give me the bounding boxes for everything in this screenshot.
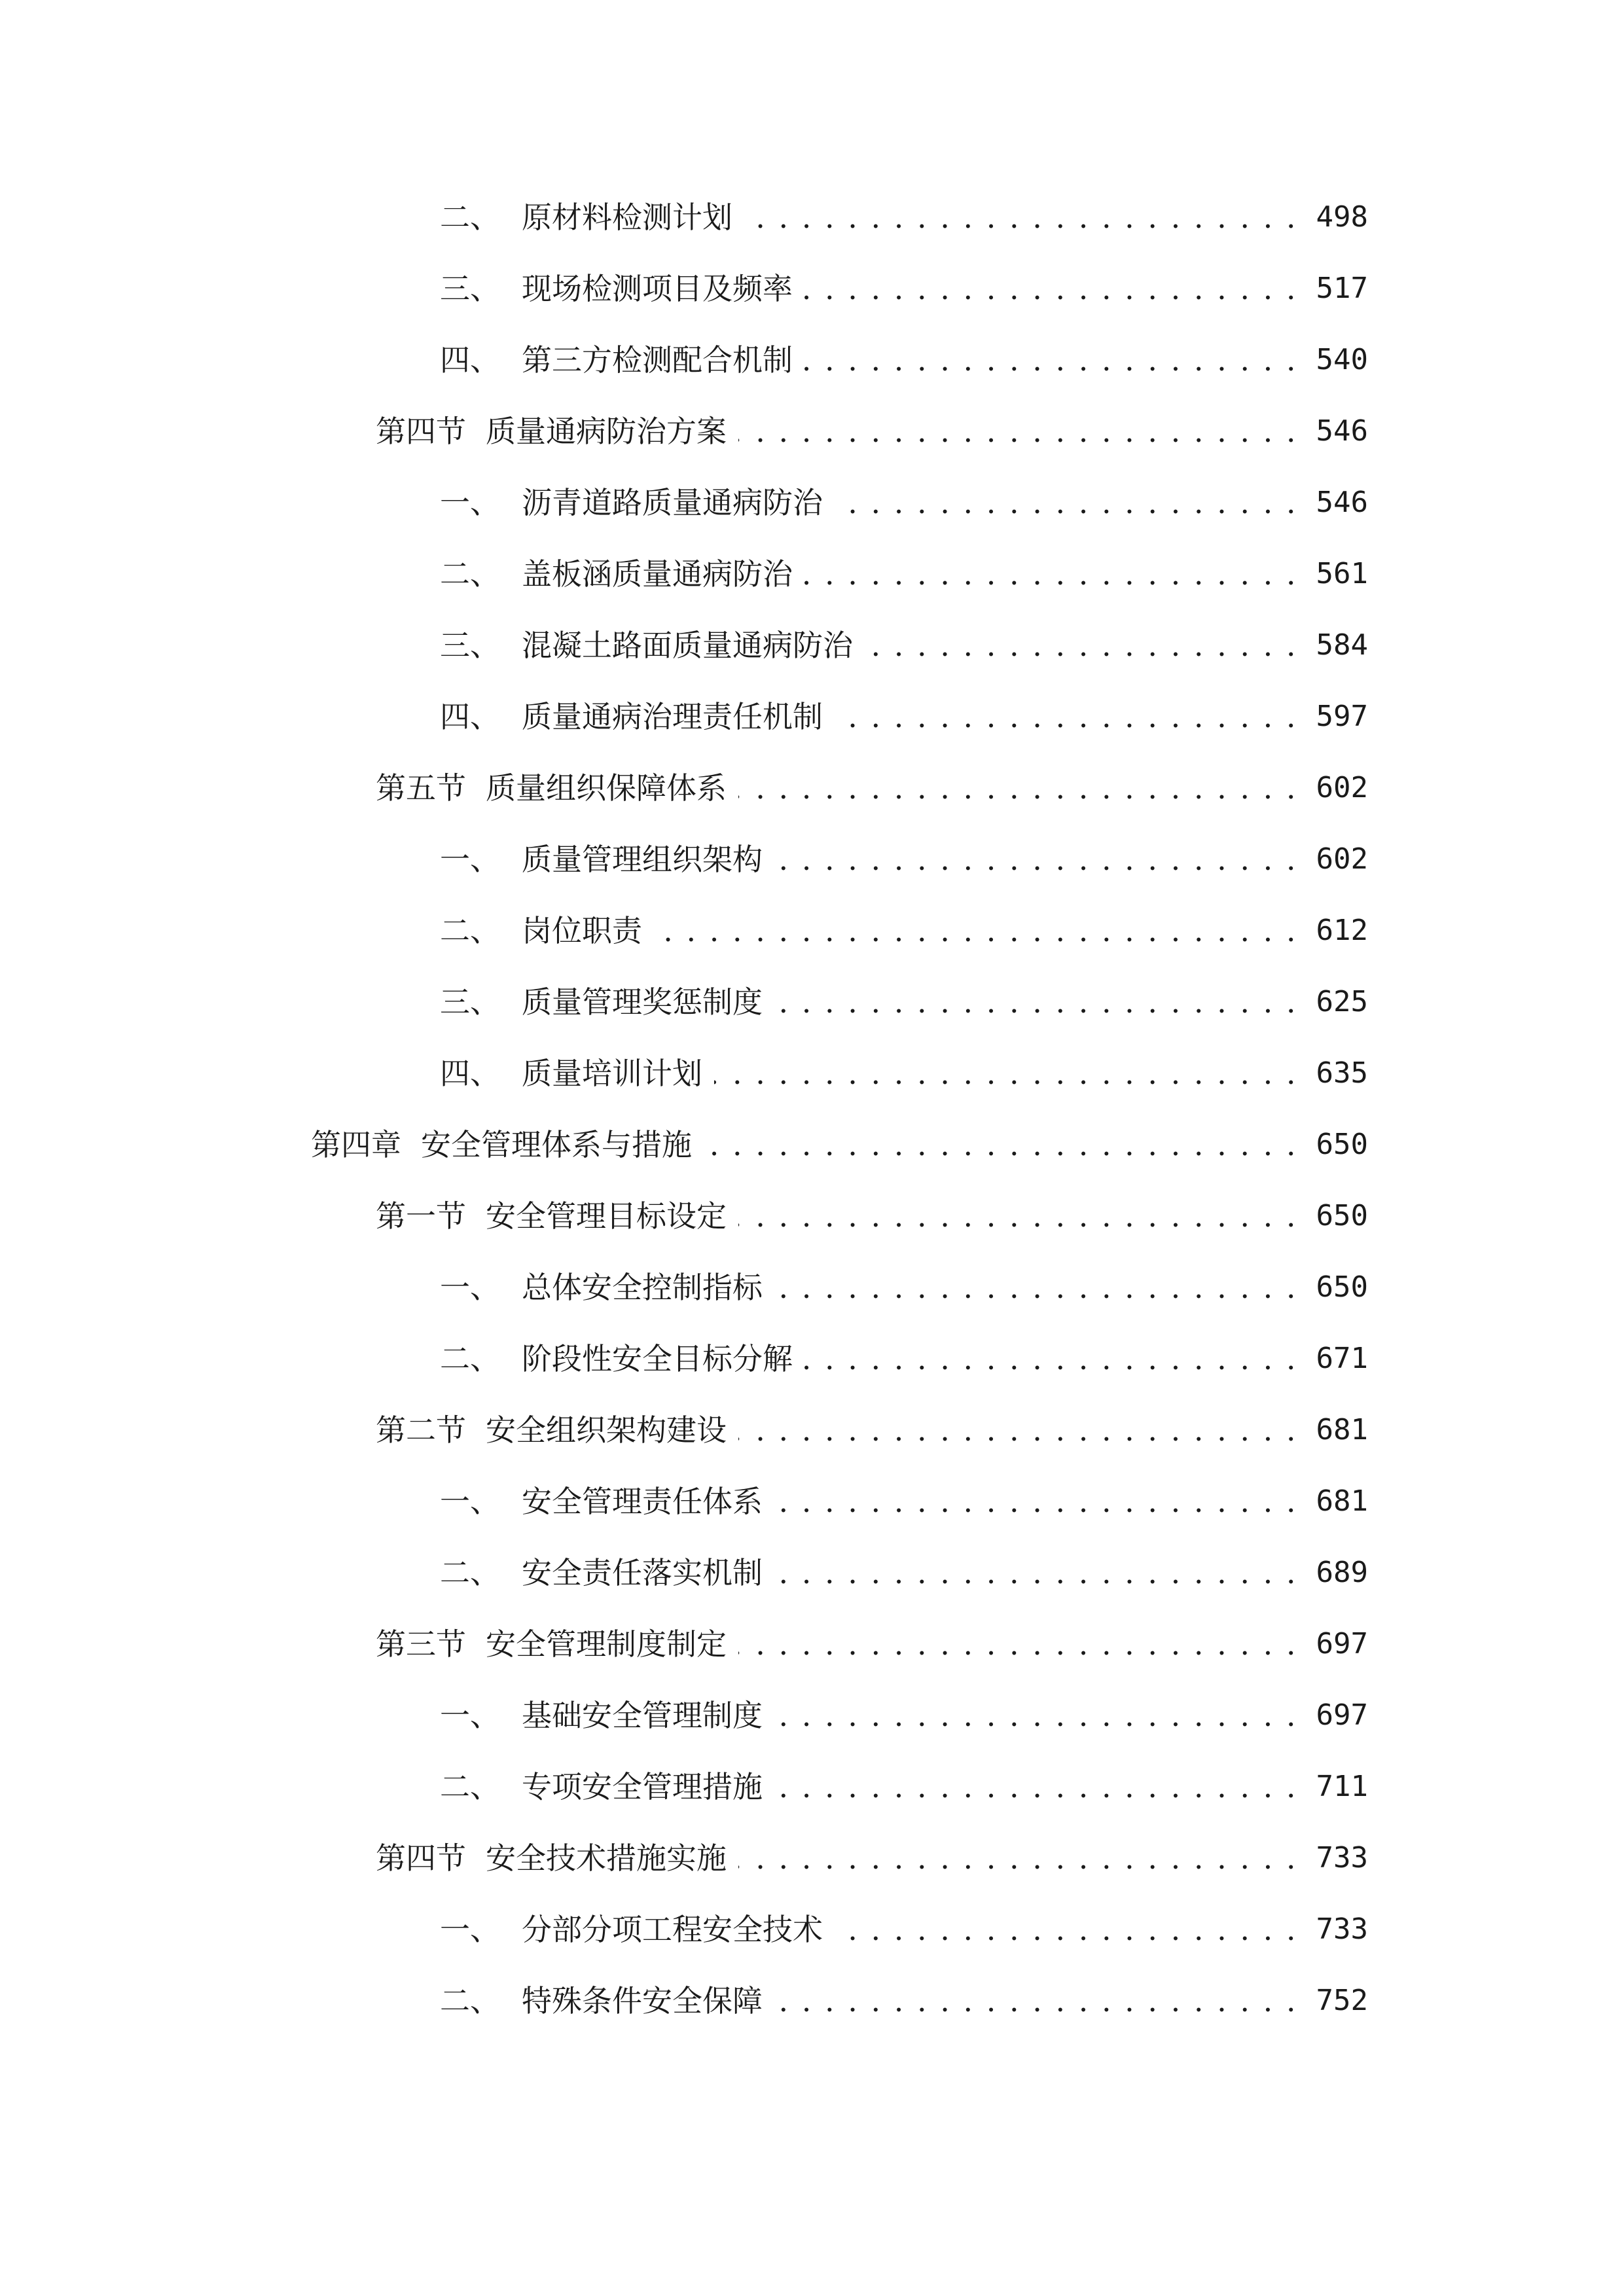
toc-entry-label [311, 1115, 704, 1174]
toc-entry-page: 498 [1316, 200, 1368, 234]
toc-entry-page: 650 [1316, 1270, 1368, 1304]
toc-entry-label [440, 545, 804, 603]
toc-entry-page: 602 [1316, 842, 1368, 876]
toc-entry-label [440, 1543, 774, 1602]
toc-entry-title: 专项安全管理措施 [522, 1769, 763, 1804]
dot-leader [774, 1686, 1298, 1745]
toc-entry-page: 733 [1316, 1912, 1368, 1946]
toc-entry-number: 一、 [440, 1270, 500, 1305]
toc-entry-title: 现场检测项目及频率 [522, 271, 793, 306]
toc-entry-number: 一、 [440, 485, 500, 520]
toc-entry-label [440, 473, 835, 532]
dot-leader [774, 1971, 1298, 2030]
toc-entry-label [440, 1971, 774, 2030]
dot-leader [804, 331, 1298, 389]
dot-leader [774, 830, 1298, 889]
toc-entry[interactable] [376, 1615, 1368, 1674]
dot-leader [804, 545, 1298, 603]
toc-entry-page: 597 [1316, 700, 1368, 733]
toc-entry-number: 第一节 [376, 1198, 466, 1234]
toc-entry[interactable] [440, 331, 1368, 389]
dot-leader [835, 1900, 1298, 1959]
toc-entry-title: 总体安全控制指标 [522, 1270, 763, 1305]
toc-entry[interactable] [440, 687, 1368, 746]
toc-entry-number: 第四节 [376, 1840, 466, 1876]
toc-entry-number: 四、 [440, 699, 500, 734]
toc-entry-label [440, 188, 744, 247]
toc-entry-page: 697 [1316, 1627, 1368, 1660]
toc-entry-page: 752 [1316, 1984, 1368, 2017]
dot-leader [738, 402, 1298, 461]
dot-leader [835, 473, 1298, 532]
toc-entry-page: 689 [1316, 1556, 1368, 1589]
toc-entry[interactable] [440, 473, 1368, 532]
toc-entry-label [440, 259, 804, 318]
toc-entry[interactable] [440, 616, 1368, 675]
dot-leader [774, 1543, 1298, 1602]
toc-entry[interactable] [440, 545, 1368, 603]
toc-entry-page: 517 [1316, 272, 1368, 305]
dot-leader [804, 259, 1298, 318]
toc-entry-label [376, 759, 738, 817]
toc-entry-title: 原材料检测计划 [522, 200, 732, 235]
toc-entry-title: 岗位职责 [522, 913, 642, 948]
toc-entry-number: 第四章 [311, 1127, 401, 1162]
toc-entry-number: 二、 [440, 200, 500, 235]
toc-entry-label [376, 1187, 738, 1246]
toc-entry-title: 安全管理责任体系 [522, 1484, 763, 1519]
toc-entry-label [440, 687, 835, 746]
toc-entry-label [440, 616, 865, 675]
toc-entry[interactable] [440, 1472, 1368, 1531]
toc-entry-number: 四、 [440, 342, 500, 378]
dot-leader [835, 687, 1298, 746]
toc-entry-number: 一、 [440, 1698, 500, 1733]
dot-leader [774, 1757, 1298, 1816]
toc-entry-page: 733 [1316, 1841, 1368, 1874]
toc-entry-number: 第三节 [376, 1626, 466, 1662]
toc-entry[interactable] [440, 1757, 1368, 1816]
dot-leader [738, 1187, 1298, 1246]
dot-leader [714, 1044, 1298, 1103]
dot-leader [774, 1472, 1298, 1531]
toc-entry-title: 质量培训计划 [522, 1056, 702, 1091]
toc-entry-number: 第五节 [376, 770, 466, 806]
toc-entry-number: 二、 [440, 913, 500, 948]
toc-entry-title: 第三方检测配合机制 [522, 342, 793, 378]
toc-entry-title: 质量组织保障体系 [486, 770, 727, 806]
toc-entry[interactable] [376, 402, 1368, 461]
toc-entry-page: 561 [1316, 557, 1368, 590]
toc-entry[interactable] [440, 1044, 1368, 1103]
toc-entry-page: 697 [1316, 1698, 1368, 1732]
dot-leader [704, 1115, 1298, 1174]
toc-entry-label [440, 1044, 714, 1103]
toc-entry-label [376, 1829, 738, 1888]
toc-entry-number: 第二节 [376, 1412, 466, 1448]
toc-entry-number: 三、 [440, 271, 500, 306]
dot-leader [738, 1401, 1298, 1460]
toc-entry-title: 质量管理奖惩制度 [522, 984, 763, 1020]
toc-entry-page: 584 [1316, 628, 1368, 662]
toc-entry-title: 安全管理制度制定 [486, 1626, 727, 1662]
toc-entry-number: 四、 [440, 1056, 500, 1091]
toc-entry-label [376, 1615, 738, 1674]
toc-entry-page: 650 [1316, 1128, 1368, 1161]
toc-entry-title: 质量通病治理责任机制 [522, 699, 823, 734]
toc-entry-page: 540 [1316, 343, 1368, 376]
toc-entry[interactable] [376, 1401, 1368, 1460]
toc-entry-page: 612 [1316, 914, 1368, 947]
toc-entry-number: 二、 [440, 1983, 500, 2018]
dot-leader [738, 1615, 1298, 1674]
toc-entry-page: 711 [1316, 1770, 1368, 1803]
toc-entry-label [440, 901, 654, 960]
toc-entry-page: 681 [1316, 1413, 1368, 1446]
toc-entry-title: 质量管理组织架构 [522, 842, 763, 877]
toc-entry-page: 546 [1316, 486, 1368, 519]
toc-entry-title: 阶段性安全目标分解 [522, 1341, 793, 1376]
toc-entry-title: 混凝土路面质量通病防治 [522, 628, 853, 663]
dot-leader [744, 188, 1298, 247]
toc-entry-label [376, 1401, 738, 1460]
toc-entry-page: 681 [1316, 1484, 1368, 1518]
dot-leader [804, 1329, 1298, 1388]
toc-entry-label [440, 830, 774, 889]
toc-entry-title: 安全技术措施实施 [486, 1840, 727, 1876]
toc-entry-title: 分部分项工程安全技术 [522, 1912, 823, 1947]
toc-entry-number: 一、 [440, 842, 500, 877]
toc-entry[interactable] [440, 901, 1368, 960]
toc-entry[interactable] [440, 973, 1368, 1031]
toc-entry[interactable] [440, 830, 1368, 889]
dot-leader [865, 616, 1298, 675]
toc-entry[interactable] [311, 1115, 1368, 1174]
toc-entry[interactable] [376, 1187, 1368, 1246]
toc-entry[interactable] [440, 1543, 1368, 1602]
toc-entry[interactable] [440, 1329, 1368, 1388]
toc-entry-title: 安全管理体系与措施 [421, 1127, 692, 1162]
toc-entry-label [440, 1686, 774, 1745]
toc-entry[interactable] [376, 759, 1368, 817]
toc-entry-page: 602 [1316, 771, 1368, 804]
toc-entry-page: 635 [1316, 1056, 1368, 1090]
toc-entry-number: 三、 [440, 628, 500, 663]
toc-entry-title: 安全管理目标设定 [486, 1198, 727, 1234]
dot-leader [738, 759, 1298, 817]
toc-entry-title: 质量通病防治方案 [486, 414, 727, 449]
toc-entry-number: 二、 [440, 1555, 500, 1590]
dot-leader [654, 901, 1298, 960]
toc-entry-label [440, 973, 774, 1031]
toc-entry-label [440, 1258, 774, 1317]
toc-entry[interactable] [440, 259, 1368, 318]
toc-entry-page: 625 [1316, 985, 1368, 1018]
dot-leader [774, 1258, 1298, 1317]
toc-entry[interactable] [440, 1900, 1368, 1959]
toc-entry-number: 一、 [440, 1912, 500, 1947]
toc-entry-label [440, 1757, 774, 1816]
toc-entry[interactable] [440, 1971, 1368, 2030]
toc-entry-page: 650 [1316, 1199, 1368, 1232]
toc-entry-number: 三、 [440, 984, 500, 1020]
toc-entry-label [440, 1472, 774, 1531]
dot-leader [738, 1829, 1298, 1888]
toc-entry[interactable] [376, 1829, 1368, 1888]
toc-entry-number: 一、 [440, 1484, 500, 1519]
toc-entry-label [376, 402, 738, 461]
toc-entry-label [440, 1329, 804, 1388]
dot-leader [774, 973, 1298, 1031]
toc-entry-title: 安全责任落实机制 [522, 1555, 763, 1590]
toc-entry-page: 671 [1316, 1342, 1368, 1375]
toc-entry-number: 第四节 [376, 414, 466, 449]
toc-entry-number: 二、 [440, 556, 500, 592]
toc-entry-title: 沥青道路质量通病防治 [522, 485, 823, 520]
toc-entry-number: 二、 [440, 1769, 500, 1804]
toc-entry-number: 二、 [440, 1341, 500, 1376]
toc-entry-title: 特殊条件安全保障 [522, 1983, 763, 2018]
toc-entry-page: 546 [1316, 414, 1368, 448]
toc-entry[interactable] [440, 1686, 1368, 1745]
toc-entry-title: 盖板涵质量通病防治 [522, 556, 793, 592]
toc-entry[interactable] [440, 188, 1368, 247]
toc-entry-label [440, 331, 804, 389]
toc-entry-label [440, 1900, 835, 1959]
toc-entry-title: 基础安全管理制度 [522, 1698, 763, 1733]
toc-entry-title: 安全组织架构建设 [486, 1412, 727, 1448]
toc-entry[interactable] [440, 1258, 1368, 1317]
